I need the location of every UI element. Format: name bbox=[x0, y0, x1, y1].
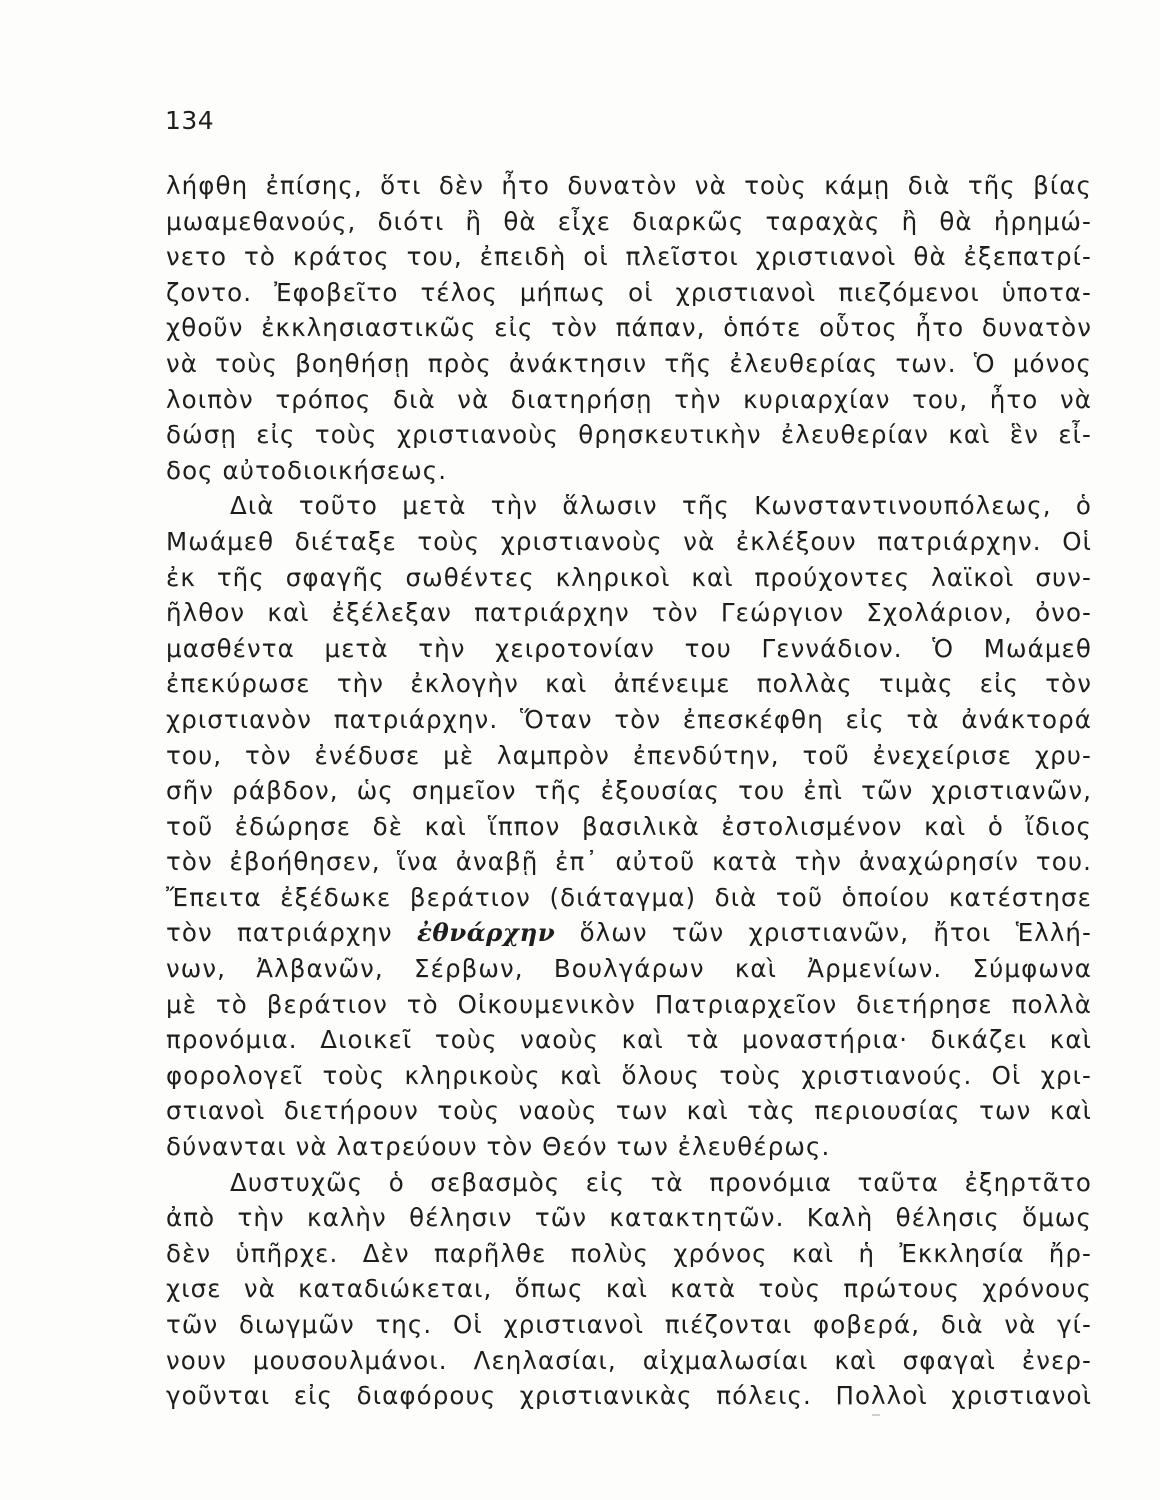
text-line: χριστιανὸν πατριάρχην. Ὅταν τὸν ἐπεσκέφθη εἰς τὰ ἀνάκτορά bbox=[166, 704, 1092, 734]
text-line: Ἔπειτα ἐξέδωκε βεράτιον (διάταγμα) διὰ τοῦ ὁποίου κατέστησε bbox=[166, 882, 1092, 912]
text-line: μὲ τὸ βεράτιον τὸ Οἰκουμενικὸν Πατριαρχεῖον διετήρησε πολλὰ bbox=[166, 989, 1092, 1019]
text-line: δὲν ὑπῆρχε. Δὲν παρῆλθε πολὺς χρόνος καὶ ἡ Ἐκκλησία ἤρ- bbox=[166, 1238, 1092, 1268]
text-line: μωαμεθανούς, διότι ἢ θὰ εἶχε διαρκῶς ταραχὰς ἢ θὰ ἠρημώ- bbox=[166, 206, 1092, 236]
text-line: ζοντο. Ἐφοβεῖτο τέλος μήπως οἱ χριστιανοὶ πιεζόμενοι ὑποτα- bbox=[166, 277, 1092, 307]
text-line: γοῦνται εἰς διαφόρους χριστιανικὰς πόλεις. Πολλοὶ χριστιανοὶ bbox=[166, 1381, 1092, 1411]
text-line: φορολογεῖ τοὺς κληρικοὺς καὶ ὅλους τοὺς χριστιανούς. Οἱ χρι- bbox=[166, 1060, 1092, 1090]
page-number: 134 bbox=[165, 106, 215, 135]
text-line: ἐπεκύρωσε τὴν ἐκλογὴν καὶ ἀπένειμε πολλὰς τιμὰς εἰς τὸν bbox=[166, 669, 1092, 699]
text-line: ῆλθον καὶ ἐξέλεξαν πατριάρχην τὸν Γεώργιον Σχολάριον, ὀνο- bbox=[166, 598, 1092, 628]
body-text bbox=[166, 168, 1092, 1414]
text-line: τοῦ ἐδώρησε δὲ καὶ ἵππον βασιλικὰ ἐστολισμένον καὶ ὁ ἴδιος bbox=[166, 811, 1092, 841]
text-segment: ὅλων τῶν χριστιανῶν, ἤτοι Ἑλλή- bbox=[555, 918, 1092, 948]
text-line-with-emphasis bbox=[166, 915, 1092, 951]
scan-speck bbox=[872, 1414, 880, 1416]
text-line: προνόμια. Διοικεῖ τοὺς ναοὺς καὶ τὰ μοναστήρια· δικάζει καὶ bbox=[166, 1025, 1092, 1055]
text-line: μασθέντα μετὰ τὴν χειροτονίαν του Γεννάδιον. Ὁ Μωάμεθ bbox=[166, 633, 1092, 663]
text-segment: τὸν πατριάρχην bbox=[166, 918, 417, 948]
text-line: τὸν ἐβοήθησεν, ἵνα ἀναβῇ ἐπ᾽ αὐτοῦ κατὰ τὴν ἀναχώρησίν του. bbox=[166, 847, 1092, 877]
text-line: ἀπὸ τὴν καλὴν θέλησιν τῶν κατακτητῶν. Καλὴ θέλησις ὅμως bbox=[166, 1203, 1092, 1233]
text-line: λοιπὸν τρόπος διὰ νὰ διατηρήσῃ τὴν κυριαρχίαν του, ἦτο νὰ bbox=[166, 384, 1092, 414]
text-line: δώσῃ εἰς τοὺς χριστιανοὺς θρησκευτικὴν ἐλευθερίαν καὶ ἓν εἶ- bbox=[166, 420, 1092, 450]
text-line: Μωάμεθ διέταξε τοὺς χριστιανοὺς νὰ ἐκλέξουν πατριάρχην. Οἱ bbox=[166, 526, 1092, 556]
text-line: τῶν διωγμῶν της. Οἱ χριστιανοὶ πιέζονται φοβερά, διὰ νὰ γί- bbox=[166, 1310, 1092, 1339]
text-line: του, τὸν ἐνέδυσε μὲ λαμπρὸν ἐπενδύτην, τοῦ ἐνεχείρισε χρυ- bbox=[166, 740, 1092, 770]
text-line: χθοῦν ἐκκλησιαστικῶς εἰς τὸν πάπαν, ὁπότε οὗτος ἦτο δυνατὸν bbox=[166, 313, 1092, 343]
text-line: νὰ τοὺς βοηθήσῃ πρὸς ἀνάκτησιν τῆς ἐλευθερίας των. Ὁ μόνος bbox=[166, 348, 1092, 378]
text-line: νων, Ἀλβανῶν, Σέρβων, Βουλγάρων καὶ Ἀρμενίων. Σύμφωνα bbox=[166, 954, 1092, 984]
emphasized-word: ἐθνάρχην bbox=[416, 918, 556, 948]
text-line: χισε νὰ καταδιώκεται, ὅπως καὶ κατὰ τοὺς πρώτους χρόνους bbox=[166, 1274, 1092, 1304]
text-line: ἐκ τῆς σφαγῆς σωθέντες κληρικοὶ καὶ προύχοντες λαϊκοὶ συν- bbox=[166, 562, 1092, 592]
text-line: σῆν ράβδον, ὡς σημεῖον τῆς ἐξουσίας του ἐπὶ τῶν χριστιανῶν, bbox=[166, 776, 1092, 806]
text-line: λήφθη ἐπίσης, ὅτι δὲν ἦτο δυνατὸν νὰ τοὺς κάμῃ διὰ τῆς βίας bbox=[166, 171, 1092, 200]
paragraph-start-line: Διὰ τοῦτο μετὰ τὴν ἅλωσιν τῆς Κωνσταντινουπόλεως, ὁ bbox=[230, 491, 1092, 521]
text-line: δος αὐτοδιοικήσεως. bbox=[166, 455, 448, 485]
text-line: στιανοὶ διετήρουν τοὺς ναοὺς των καὶ τὰς περιουσίας των καὶ bbox=[166, 1096, 1092, 1126]
text-line: νουν μουσουλμάνοι. Λεηλασίαι, αἰχμαλωσίαι καὶ σφαγαὶ ἐνερ- bbox=[166, 1345, 1092, 1375]
text-line: δύνανται νὰ λατρεύουν τὸν Θεόν των ἐλευθέρως. bbox=[166, 1132, 831, 1162]
paragraph-start-line: Δυστυχῶς ὁ σεβασμὸς εἰς τὰ προνόμια ταῦτα ἐξηρτᾶτο bbox=[230, 1167, 1092, 1197]
text-line: νετο τὸ κράτος του, ἐπειδὴ οἱ πλεῖστοι χριστιανοὶ θὰ ἐξεπατρί- bbox=[166, 242, 1092, 272]
